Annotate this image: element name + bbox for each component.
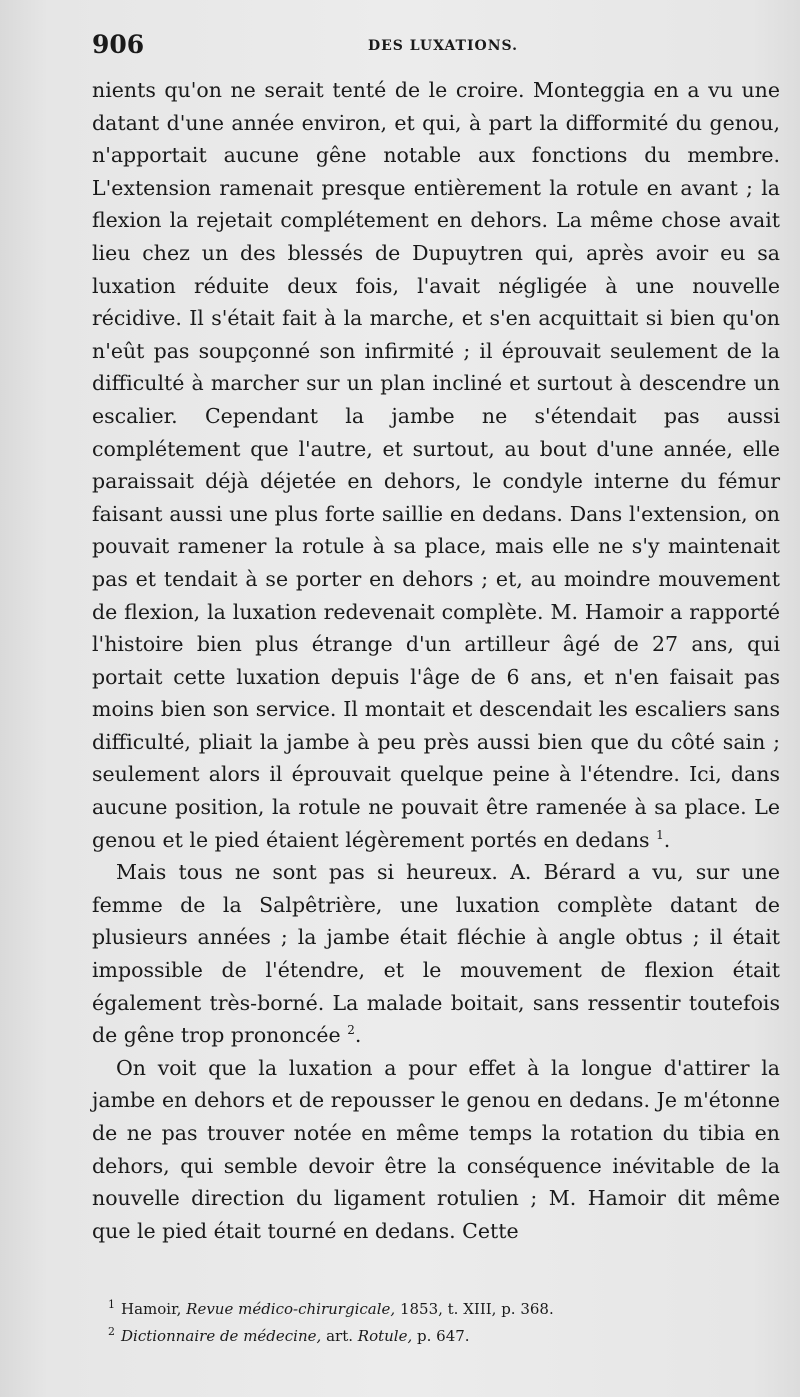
page-header bbox=[92, 30, 782, 66]
footnote-mark: 1 bbox=[108, 1298, 115, 1311]
footnote-ref-1[interactable]: 1 bbox=[656, 827, 664, 842]
running-head: DES LUXATIONS. bbox=[368, 38, 518, 54]
footnote-1 bbox=[108, 1296, 780, 1323]
paragraph-1 bbox=[92, 74, 780, 856]
footnote-work-2: Rotule, bbox=[357, 1327, 413, 1345]
footnote-work: Revue médico-chirurgicale, bbox=[186, 1300, 396, 1318]
paragraph-3 bbox=[92, 1052, 780, 1248]
footnote-2 bbox=[108, 1323, 780, 1350]
paragraph-2-end: . bbox=[354, 1023, 362, 1048]
footnote-work: Dictionnaire de médecine, bbox=[121, 1327, 322, 1345]
paragraph-2 bbox=[92, 856, 780, 1052]
footnote-details: 1853, t. XIII, p. 368. bbox=[399, 1300, 554, 1318]
footnote-details-2: p. 647. bbox=[417, 1327, 470, 1345]
footnote-mark: 2 bbox=[108, 1325, 115, 1338]
paragraph-1-end: . bbox=[663, 827, 671, 852]
paragraph-2-text: Mais tous ne sont pas si heureux. A. Bérard a vu, sur une femme de la Salpêtrière, une luxation complète datant de plusieurs années ; la jambe était fléchie à angle obtus ; il était impossible de l'étendre, et le mouvement de flexion était également très-borné. La malade boitait, sans ressentir toutefois de gêne trop prononcée bbox=[92, 860, 780, 1048]
page-number: 906 bbox=[92, 30, 145, 59]
footnote-author: Hamoir, bbox=[121, 1300, 182, 1318]
paragraph-3-text: On voit que la luxation a pour effet à la longue d'attirer la jambe en dehors et de repousser le genou en dedans. Je m'étonne de ne pas trouver notée en même temps la rotation du tibia en dehors, qui semble devoir être la conséquence inévitable de la nouvelle direction du ligament rotulien ; M. Hamoir dit même que le pied était tourné en dedans. Cette bbox=[92, 1055, 780, 1243]
paragraph-1-text: nients qu'on ne serait tenté de le croire. Monteggia en a vu une datant d'une année environ, et qui, à part la difformité du genou, n'apportait aucune gêne notable aux fonctions du membre. L'extension ramenait presque entièrement la rotule en avant ; la flexion la rejetait complétement en dehors. La même chose avait lieu chez un des blessés de Dupuytren qui, après avoir eu sa luxation réduite deux fois, l'avait négligée à une nouvelle récidive. Il s'était fait à la marche, et s'en acquittait si bien qu'on n'eût pas soupçonné son infirmité ; il éprouvait seulement de la difficulté à marcher sur un plan incliné et surtout à descendre un escalier. Cependant la jambe ne s'étendait pas aussi complétement que l'autre, et surtout, au bout d'une année, elle paraissait déjà déjetée en dehors, le condyle interne du fémur faisant aussi une plus forte saillie en dedans. Dans l'extension, on pouvait ramener la rotule à sa place, mais elle ne s'y maintenait pas et tendait à se porter en dehors ; et, au moindre mouvement de flexion, la luxation redevenait complète. M. Hamoir a rapporté l'histoire bien plus étrange d'un artilleur âgé de 27 ans, qui portait cette luxation depuis l'âge de 6 ans, et n'en faisait pas moins bien son service. Il montait et descendait les escaliers sans difficulté, pliait la jambe à peu près aussi bien que du côté sain ; seulement alors il éprouvait quelque peine à l'étendre. Ici, dans aucune position, la rotule ne pouvait être ramenée à sa place. Le genou et le pied étaient légèrement portés en dedans bbox=[92, 78, 780, 852]
body-text bbox=[92, 74, 780, 1247]
footnotes bbox=[108, 1296, 780, 1350]
footnote-details: art. bbox=[326, 1327, 353, 1345]
footnote-ref-2[interactable]: 2 bbox=[347, 1023, 355, 1038]
